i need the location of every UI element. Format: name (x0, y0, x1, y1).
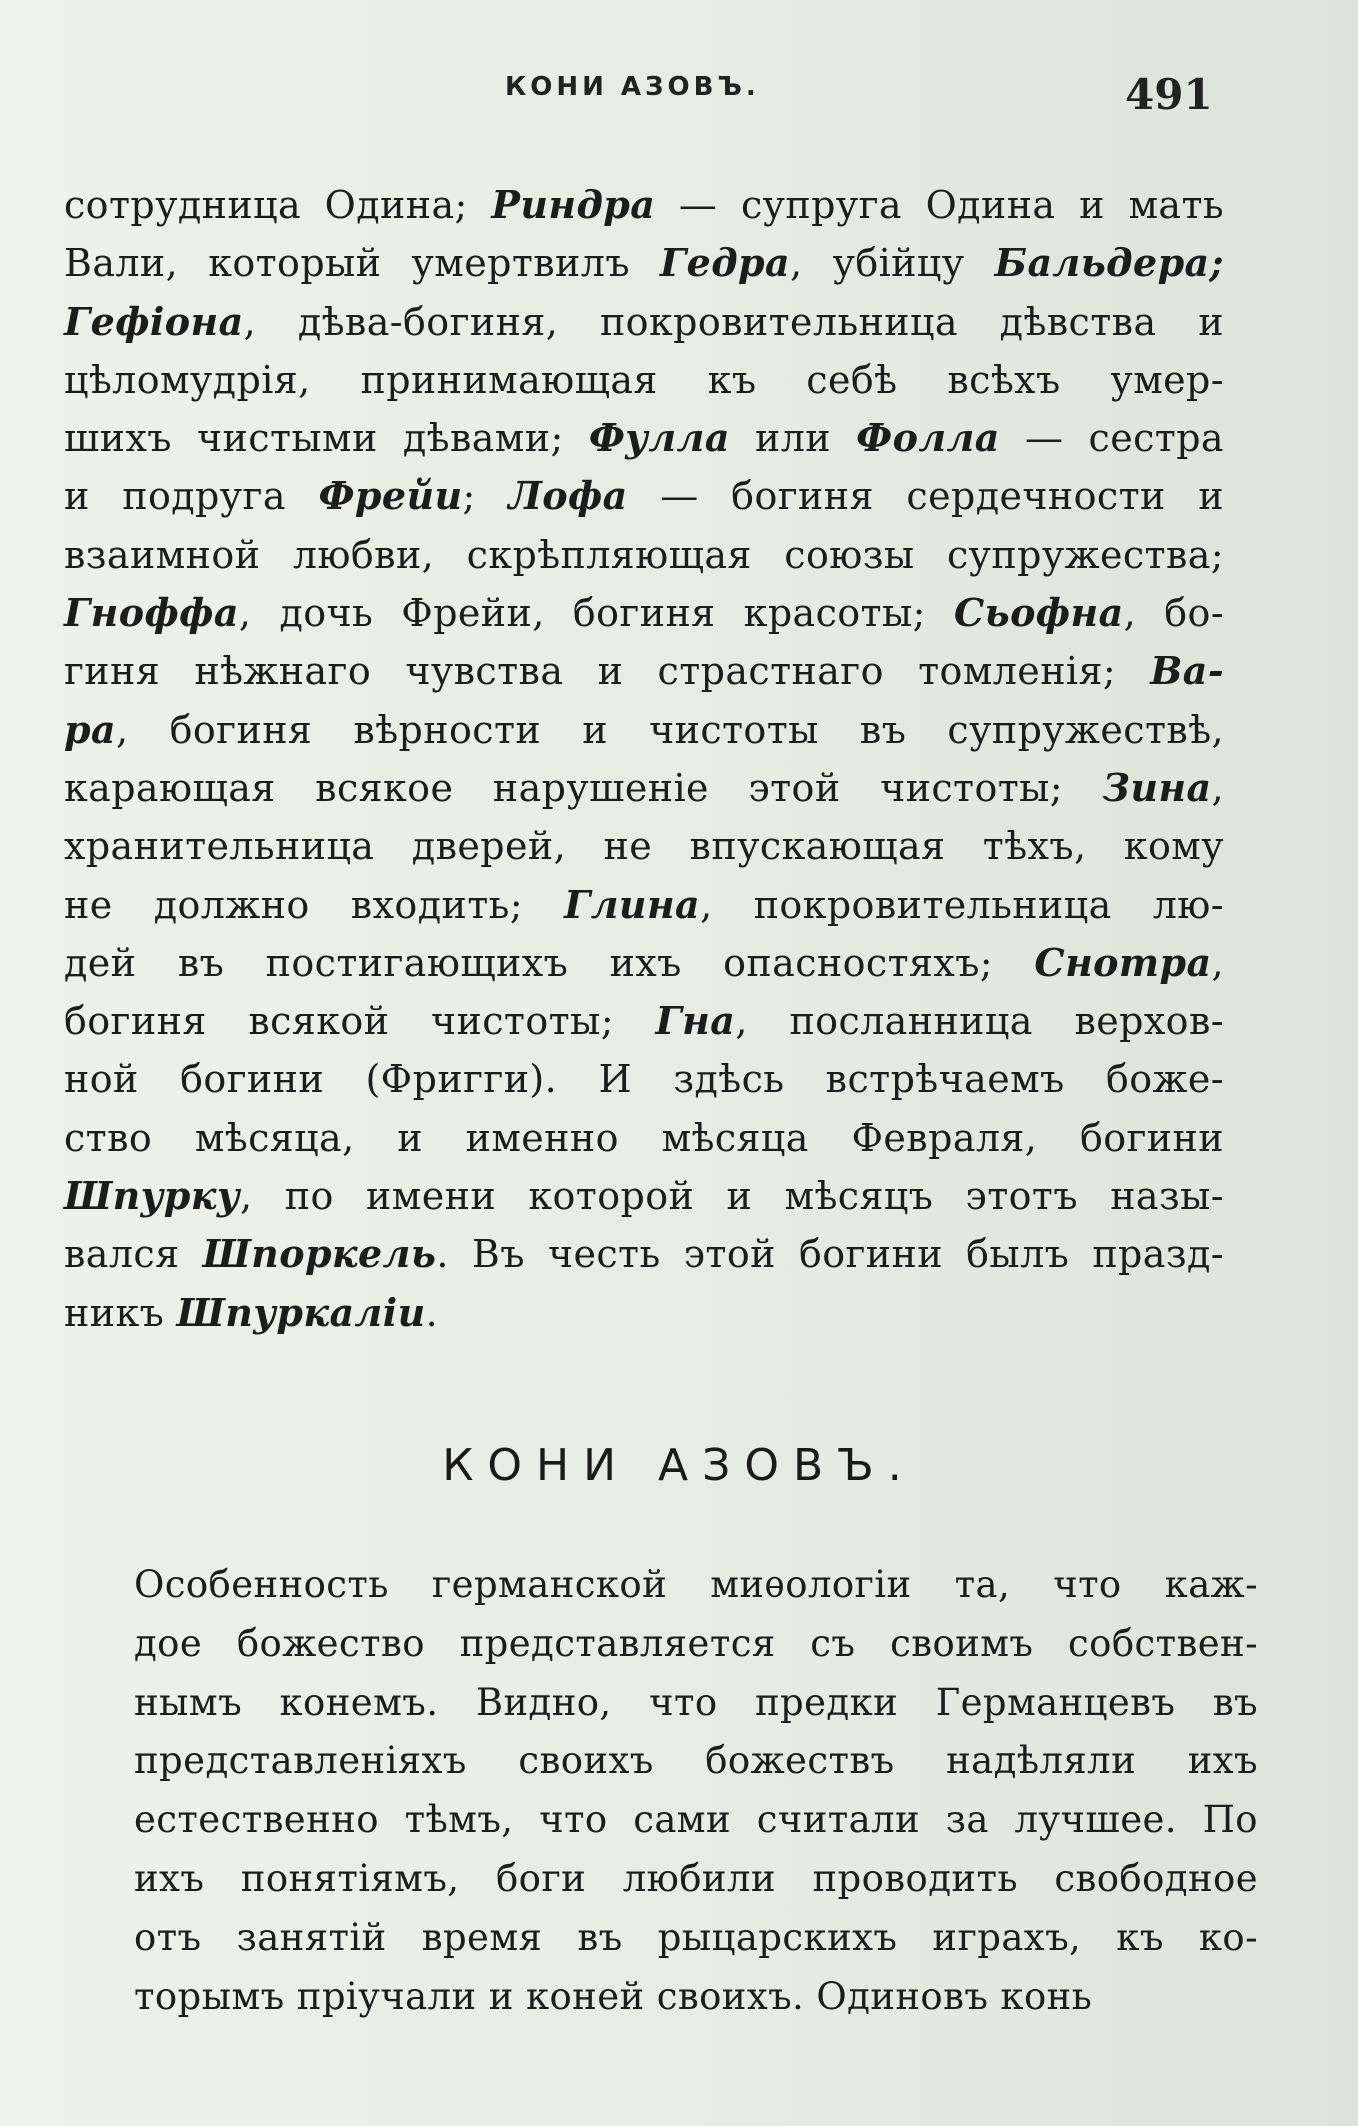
deity-name: Фолла (856, 415, 1000, 461)
text-run: взаимной любви, скрѣпляющая союзы супружества; (64, 532, 1224, 577)
text-run: ство мѣсяца, и именно мѣсяца Февраля, богини (64, 1115, 1224, 1160)
text-run: Вали, который умертвилъ (64, 241, 660, 286)
text-run: никъ (64, 1290, 177, 1335)
text-run: — супруга Одина и мать (655, 183, 1224, 227)
text-run: Особенность германской миѳологіи та, что каж- (134, 1563, 1258, 1606)
deity-name: Шпоркель (202, 1231, 437, 1277)
deity-name: Снотра (1034, 939, 1212, 985)
deity-name: Гедра (660, 240, 791, 286)
text-line (64, 759, 1224, 817)
text-run: шихъ чистыми дѣвами; (64, 416, 589, 461)
text-run: не должно входить; (64, 882, 565, 927)
deity-name: Риндра (491, 182, 656, 227)
text-run: нымъ конемъ. Видно, что предки Германцевъ въ (134, 1680, 1258, 1724)
deity-name: Зина (1102, 764, 1212, 810)
text-run: , покровительница лю- (700, 882, 1224, 927)
text-line (64, 1109, 1224, 1167)
text-run: и подруга (64, 474, 319, 519)
paragraph-1 (64, 176, 1224, 1342)
text-run: , дочь Фрейи, богиня красоты; (238, 591, 954, 636)
deity-name: Сьофна (953, 590, 1124, 636)
deity-name: Шпурку (64, 1173, 240, 1219)
text-line (64, 876, 1224, 934)
text-line (134, 1968, 1258, 2027)
text-line (64, 409, 1224, 467)
text-line (64, 701, 1224, 759)
text-line (64, 584, 1224, 642)
text-line (64, 176, 1224, 234)
running-head: КОНИ АЗОВЪ. (505, 72, 760, 102)
text-line (134, 1909, 1258, 1968)
text-run: — богиня сердечности и (627, 474, 1225, 519)
text-line (134, 1615, 1258, 1674)
text-run: , (1211, 765, 1224, 810)
text-run: ной богини (Фригги). И здѣсь встрѣчаемъ боже- (64, 1057, 1224, 1102)
text-run: , бо- (1123, 591, 1224, 636)
text-run: карающая всякое нарушеніе этой чистоты; (64, 765, 1103, 810)
text-line (64, 992, 1224, 1050)
text-run: ; (462, 474, 509, 519)
text-run: , посланница верхов- (735, 999, 1224, 1044)
text-line (64, 1225, 1224, 1283)
deity-name: ра (64, 706, 116, 752)
paragraph-2 (134, 1556, 1258, 2026)
text-line (64, 1284, 1224, 1342)
section-title: КОНИ АЗОВЪ. (442, 1440, 916, 1491)
deity-name: Гефіона (64, 298, 244, 344)
text-run: представленіяхъ своихъ божествъ надѣляли ихъ (134, 1739, 1258, 1783)
text-line (64, 1167, 1224, 1225)
text-run: , (1211, 940, 1224, 985)
text-line (64, 642, 1224, 700)
page-number: 491 (1125, 70, 1213, 119)
text-run: хранительница дверей, не впускающая тѣхъ, кому (64, 824, 1224, 869)
text-line (64, 467, 1224, 525)
text-line (64, 526, 1224, 584)
text-line (134, 1674, 1258, 1733)
text-run: — сестра (999, 416, 1224, 461)
text-run: естественно тѣмъ, что сами считали за лучшее. По (134, 1798, 1258, 1842)
deity-name: Бальдера; (994, 240, 1224, 286)
text-line (134, 1556, 1258, 1615)
deity-name: Гноффа (64, 590, 239, 636)
text-run: богиня всякой чистоты; (64, 999, 656, 1044)
text-run: , богиня вѣрности и чистоты въ супружествѣ, (116, 707, 1224, 752)
text-line (134, 1791, 1258, 1850)
text-run: , по имени которой и мѣсяцъ этотъ назы- (239, 1174, 1224, 1219)
text-run: , дѣва-богиня, покровительница дѣвства и (243, 299, 1224, 344)
deity-name: Фрейи (318, 473, 463, 519)
text-line (134, 1850, 1258, 1909)
deity-name: Лофа (508, 473, 628, 519)
text-run: отъ занятій время въ рыцарскихъ играхъ, къ ко- (134, 1915, 1258, 1959)
text-run: дей въ постигающихъ ихъ опасностяхъ; (64, 940, 1035, 985)
text-run: . (425, 1290, 439, 1335)
text-line (64, 234, 1224, 292)
text-run: цѣломудрія, принимающая къ себѣ всѣхъ умер- (64, 357, 1224, 402)
text-run: сотрудница Одина; (64, 183, 492, 227)
deity-name: Глина (564, 881, 701, 927)
text-run: ихъ понятіямъ, боги любили проводить свободное (134, 1856, 1258, 1900)
text-line (134, 1732, 1258, 1791)
text-run: или (729, 416, 857, 461)
deity-name: Шпуркаліи (176, 1289, 426, 1335)
text-line (64, 1050, 1224, 1108)
text-run: гиня нѣжнаго чувства и страстнаго томленія; (64, 649, 1151, 694)
text-line (64, 817, 1224, 875)
text-run: . Въ честь этой богини былъ празд- (436, 1232, 1224, 1277)
text-run: вался (64, 1232, 203, 1277)
deity-name: Фулла (588, 415, 730, 461)
deity-name: Ва- (1150, 648, 1224, 694)
text-line (64, 934, 1224, 992)
text-line (64, 351, 1224, 409)
deity-name: Гна (655, 998, 736, 1044)
text-run: дое божество представляется съ своимъ собствен- (134, 1621, 1258, 1665)
text-run: , убійцу (790, 241, 995, 286)
text-run: торымъ пріучали и коней своихъ. Одиновъ конь (134, 1974, 1093, 2018)
text-line (64, 293, 1224, 351)
